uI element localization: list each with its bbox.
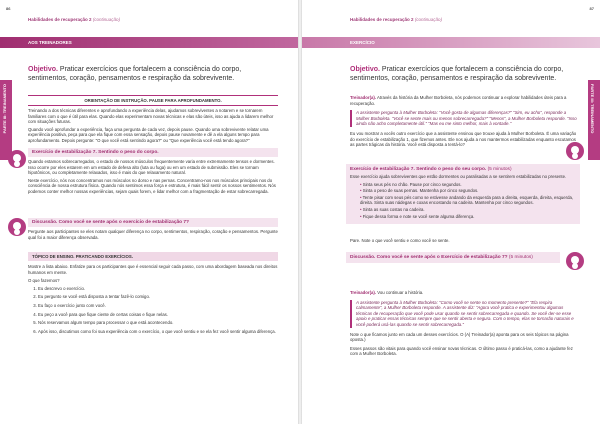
- bullet-item: • Sinta o peso de suas pernas. Mantenha por cinco segundos.: [360, 188, 479, 194]
- trainer-intro-text: Através da história da Mulher Borboleta, nós podemos continuar a explorar habilidades úteis para a recuperação.: [350, 95, 567, 106]
- discussion-time: (5 minutos): [508, 255, 533, 260]
- running-head-title: Habilidades de recuperação 2: [350, 17, 414, 22]
- right-page: [302, 0, 600, 424]
- running-head: [28, 17, 120, 22]
- story-quote: A assistente pergunta à Mulher Borboleta: "Você gosta de algumas diferenças?" "Sim, eu acho", responde a Mulher Borboleta. "Você se sente mais ou menos sobrecarregada?" "Menos", a Mulher Borboleta responde. "Isso ainda não acho completamente útil." "Mas eu me sinto melhor, mais à vontade.": [350, 110, 580, 127]
- bullet-item: • Sinta seus pés no chão. Pause por cinco segundos.: [360, 181, 462, 187]
- teaching-p1: Mostre a lista abaixo. Enfatize para os participantes que é essencial seguir cada passo, com uma abordagem baseada nos direitos humanos em mente.: [28, 264, 278, 275]
- teaching-section: [28, 252, 278, 337]
- what-we-do: O que fazemos?: [28, 278, 60, 284]
- exercise-time: (5 minutos): [487, 167, 512, 172]
- side-tab: [588, 80, 600, 160]
- exercise-section: [28, 148, 278, 195]
- exercise-heading: Exercício de estabilização 7. Sentindo o peso do corpo.: [28, 148, 278, 157]
- side-tab-label: PARTE III: TREINAMENTO: [590, 84, 595, 134]
- trainer-label: Treinador(a).: [350, 290, 377, 295]
- exercise-p2: Neste exercício, nós nos concentramos nos músculos no dorso e nas pernas. Concentramo-nos nos músculos principais nos do consciência de nossa estrutura física. Quando nós sentimos essa força e estrutura, é mais fácil sentir os nossos sentimentos. Nós podemos conter melhor nossas experiências, sejam quais forem, e lidar melhor com a fragmentação de estar sobrecarregada.: [28, 177, 276, 194]
- trainer-continue-text: Vou continuar a história.: [377, 290, 424, 295]
- story-quote-2: A assistente pergunta à Mulher Borboleta: "Como você se sente no momento presente?" "Ela respira calmamente", a Mulher Borboleta responde. A assistente diz: "Agora você pratica e experimentou algumas técnicas de recuperação que você pode usar quando se sentir sobrecarregada e quando. Se você der-se esse apoio e praticar essas técnicas sempre que se sentir aberta e segura. Com o tempo, elas se tornarão naturais e você poderá usá-las quando se sentir sobrecarregada.": [350, 300, 580, 328]
- orientation-heading: ORIENTAÇÃO DE INSTRUÇÃO. PAUSE PARA APROFUNDAMENTO.: [28, 95, 278, 106]
- objective-label: Objetivo.: [350, 66, 380, 73]
- bullet-text: Sinta o peso de suas pernas. Mantenha por cinco segundos.: [362, 188, 479, 194]
- bullet-text: Tente pisar com seus pés como se estivesse andando da esquerda para a direita, esquerda, direita, esquerda, direita. Sinta suas nádegas e coxas encostando na cadeira. Mantenha por cinco segundos.: [360, 194, 574, 206]
- section-band: EXERCÍCIO: [302, 37, 600, 48]
- discussion-text: Pergunte aos participantes se eles notam qualquer diferença no corpo, sentimentos, respiração, coração e pensamentos. Pergunte qual foi a maior diferença observada.: [28, 229, 278, 240]
- discussion-icon: [8, 218, 26, 236]
- bullet-text: Sinta as suas costas na cadeira.: [362, 206, 425, 212]
- running-head-title: Habilidades de recuperação 2: [28, 17, 92, 22]
- closing-p: Esses passos são vitais para quando você ensinar novas técnicas. O último passo é praticá-las, como a ajudante fez com a Mulher Borboleta.: [350, 345, 573, 357]
- exercise-heading: [350, 167, 576, 172]
- bullet-item: • Fique dessa forma e note se você sente alguma diferença.: [360, 213, 475, 219]
- section-band: AOS TREINADORES: [0, 37, 298, 48]
- pause-line: Pare. Note o que você sentiu e como você se sente.: [350, 238, 450, 243]
- steps-list: [28, 286, 278, 335]
- discussion-box: [346, 252, 560, 263]
- exercise-intro: Esse exercício ajuda sobreviventes que estão dormentes ou paralisadas a se sentirem estabilizadas no presente.: [350, 174, 567, 179]
- side-tab-label: PARTE III: TREINAMENTO: [2, 84, 7, 134]
- step-item: 6. Após isso, discutimos como foi sua experiência com o exercício, o que você sentiu e se ela fez você sentir alguma diferença.: [38, 329, 278, 335]
- orientation-section: [28, 95, 278, 144]
- trainer-continue-section: [350, 290, 580, 357]
- exercise-icon: [8, 150, 26, 168]
- running-head-cont: (continuação): [92, 17, 121, 22]
- step-item: 4. Eu peço a você para que fique ciente de certas coisas e fique nelas.: [38, 312, 278, 318]
- teaching-heading: TÓPICO DE ENSINO. PRATICANDO EXERCÍCIOS.: [28, 252, 278, 261]
- exercise-icon: [566, 142, 584, 160]
- trainer-intro: [350, 95, 580, 148]
- bullet-text: Sinta seus pés no chão. Pause por cinco segundos.: [362, 181, 462, 187]
- running-head: [350, 17, 442, 22]
- bullet-item: • Sinta as suas costas na cadeira.: [360, 206, 425, 212]
- objective-text: Praticar exercícios que fortalecem a consciência do corpo, sentimentos, coração, pensamentos e respiração da sobrevivente.: [350, 66, 564, 82]
- discussion-heading: [350, 255, 556, 260]
- trainer-label: Treinador(a).: [350, 95, 377, 100]
- step-item: 3. Eu faço o exercício junto com você.: [38, 303, 278, 309]
- exercise-p1: Quando estamos sobrecarregados, o estado de nossos músculos frequentemente varia entre extremamente tensos e dormentes. Isso ocorre por eles estarem em um estado de defesa alto (luta ou fuga) ou em um estado de submissão. Eles se tornam hipotônicos, ou completamente relaxados, isso é mais do que relaxamento natural.: [28, 159, 275, 176]
- exercise-box: [346, 164, 580, 224]
- objective-text: Praticar exercícios que fortalecem a consciência do corpo, sentimentos, coração, pensamentos e respiração da sobrevivente.: [28, 66, 242, 82]
- orientation-p1: Treinando a dos técnicas diferentes e aprofundando a experiência delas, ajudamos sobreviventes a notarem e se tornarem familiares com o que é útil para elas. Quando elas experimentam novas técnicas e elas são úteis, isso as ajuda a lidarem melhor com situações futuras.: [28, 108, 274, 125]
- objective-label: Objetivo.: [28, 66, 58, 73]
- note-p: Note o que ficamos junto em cada um desses exercícios. O (A) Treinador(a) aponta para os seis tópicos na página oposta.): [350, 331, 569, 343]
- orientation-p2: Quando você aprofundar a experiência, faça uma pergunta de cada vez, depois pause. Quando uma sobrevivente relatar uma experiência positiva, peça para que ela fique com essa sensação, depois pause novamente e dê a ela alguns tempo para aprofundamento. Depois pergunte: "O que você está sentindo agora?" ou "Que experiência você está tendo agora?": [28, 126, 269, 143]
- exercise-bullets: [350, 182, 576, 220]
- page-number: 86: [6, 6, 11, 11]
- story-p2: Eu vou mostrar a vocês outro exercício que a assistente ensinou que trouxe ajuda à Mulher Borboleta. É uma variação do exercício de estabilização 1, que fizemos antes. Ele nos ajuda a nos mantermos estabilizadas enquanto escutamos as partes trágicas da história. Você está disposta a tentá-lo?: [350, 130, 577, 148]
- discussion-heading: Discussão. Como você se sente após o exercício de estabilização 7?: [28, 218, 278, 227]
- page-number: 87: [589, 6, 594, 11]
- bullet-item: • Tente pisar com seus pés como se estivesse andando da esquerda para a direita, esquerda, direita, esquerda, direita. Sinta suas nádegas e coxas encostando na cadeira. Mantenha por cinco segundos.: [360, 194, 574, 206]
- running-head-cont: (continuação): [414, 17, 443, 22]
- step-item: 5. Nós reservamos algum tempo para processar o que está acontecendo.: [38, 320, 278, 326]
- discussion-heading-text: Discussão. Como você se sente após o Exercício de estabilização 7?: [350, 255, 508, 260]
- left-page: [0, 0, 298, 424]
- step-item: 1. Eu descrevo o exercício.: [38, 286, 278, 292]
- objective: [28, 66, 278, 83]
- objective: [350, 66, 580, 83]
- step-item: 2. Eu pergunto se você está disposta a tentar fazê-lo comigo.: [38, 294, 278, 300]
- bullet-text: Fique dessa forma e note se você sente alguma diferença.: [362, 213, 475, 219]
- discussion-icon: [566, 252, 584, 270]
- side-tab: [0, 80, 12, 160]
- exercise-heading-text: Exercício de estabilização 7. Sentindo o peso do seu corpo.: [350, 167, 487, 172]
- discussion-section: [28, 218, 278, 240]
